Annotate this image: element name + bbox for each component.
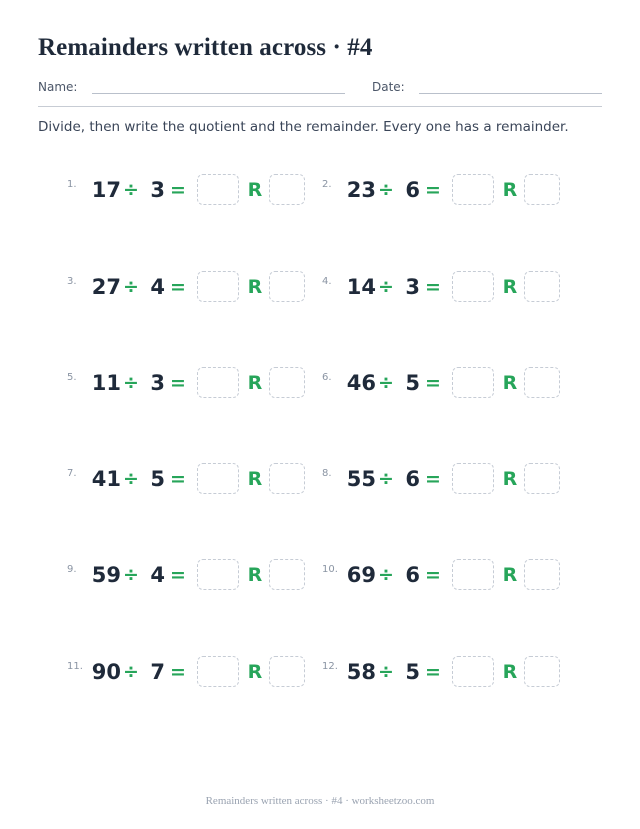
dividend: 14 (346, 275, 376, 299)
dividend: 90 (91, 660, 121, 684)
remainder-label: R (247, 276, 263, 298)
quotient-box[interactable] (452, 174, 494, 205)
dividend: 41 (91, 467, 121, 491)
divisor: 5 (405, 660, 420, 684)
quotient-box[interactable] (197, 174, 239, 205)
problem-number: 11. (67, 661, 83, 672)
quotient-box[interactable] (197, 559, 239, 590)
divide-sign: ÷ (378, 468, 394, 490)
date-label: Date: (372, 80, 405, 94)
quotient-box[interactable] (197, 656, 239, 687)
divide-sign: ÷ (378, 276, 394, 298)
remainder-label: R (502, 372, 518, 394)
dividend: 11 (91, 371, 121, 395)
remainder-box[interactable] (269, 463, 305, 494)
quotient-box[interactable] (197, 463, 239, 494)
problem-number: 4. (322, 276, 332, 287)
dividend: 58 (346, 660, 376, 684)
equals-sign: = (170, 468, 186, 490)
divide-sign: ÷ (378, 179, 394, 201)
divide-sign: ÷ (378, 564, 394, 586)
dividend: 55 (346, 467, 376, 491)
divide-sign: ÷ (123, 179, 139, 201)
divide-sign: ÷ (378, 372, 394, 394)
divisor: 3 (150, 178, 165, 202)
date-field-line[interactable] (419, 93, 602, 94)
remainder-box[interactable] (524, 559, 560, 590)
problem-number: 3. (67, 276, 77, 287)
remainder-label: R (247, 179, 263, 201)
divisor: 6 (405, 467, 420, 491)
problem-number: 6. (322, 372, 332, 383)
remainder-label: R (502, 468, 518, 490)
quotient-box[interactable] (452, 656, 494, 687)
problem-number: 2. (322, 179, 332, 190)
page-title: Remainders written across · #4 (38, 34, 373, 61)
equals-sign: = (425, 468, 441, 490)
divisor: 7 (150, 660, 165, 684)
remainder-label: R (247, 468, 263, 490)
divisor: 5 (405, 371, 420, 395)
equals-sign: = (170, 661, 186, 683)
equals-sign: = (170, 372, 186, 394)
problem-number: 1. (67, 179, 77, 190)
problem-number: 7. (67, 468, 77, 479)
remainder-box[interactable] (524, 463, 560, 494)
dividend: 69 (346, 563, 376, 587)
divide-sign: ÷ (123, 564, 139, 586)
remainder-box[interactable] (524, 174, 560, 205)
divisor: 3 (405, 275, 420, 299)
divisor: 6 (405, 563, 420, 587)
remainder-box[interactable] (524, 367, 560, 398)
dividend: 59 (91, 563, 121, 587)
quotient-box[interactable] (452, 463, 494, 494)
equals-sign: = (170, 564, 186, 586)
problem-number: 12. (322, 661, 338, 672)
equals-sign: = (170, 276, 186, 298)
divide-sign: ÷ (123, 372, 139, 394)
remainder-box[interactable] (524, 656, 560, 687)
divisor: 4 (150, 563, 165, 587)
divide-sign: ÷ (378, 661, 394, 683)
equals-sign: = (425, 564, 441, 586)
equals-sign: = (425, 661, 441, 683)
equals-sign: = (170, 179, 186, 201)
remainder-label: R (247, 661, 263, 683)
divisor: 5 (150, 467, 165, 491)
problem-number: 8. (322, 468, 332, 479)
divide-sign: ÷ (123, 661, 139, 683)
divisor: 4 (150, 275, 165, 299)
quotient-box[interactable] (452, 559, 494, 590)
remainder-label: R (502, 276, 518, 298)
quotient-box[interactable] (452, 367, 494, 398)
remainder-label: R (247, 372, 263, 394)
divisor: 6 (405, 178, 420, 202)
name-field-line[interactable] (92, 93, 345, 94)
remainder-box[interactable] (269, 559, 305, 590)
dividend: 23 (346, 178, 376, 202)
problem-number: 10. (322, 564, 338, 575)
divisor: 3 (150, 371, 165, 395)
remainder-label: R (247, 564, 263, 586)
divide-sign: ÷ (123, 468, 139, 490)
remainder-box[interactable] (269, 271, 305, 302)
equals-sign: = (425, 179, 441, 201)
remainder-label: R (502, 564, 518, 586)
footer: Remainders written across · #4 · worksheetzoo.com (205, 795, 435, 807)
quotient-box[interactable] (197, 367, 239, 398)
remainder-box[interactable] (524, 271, 560, 302)
equals-sign: = (425, 276, 441, 298)
remainder-box[interactable] (269, 367, 305, 398)
remainder-box[interactable] (269, 656, 305, 687)
name-label: Name: (38, 80, 78, 94)
problem-number: 9. (67, 564, 77, 575)
problem-number: 5. (67, 372, 77, 383)
remainder-box[interactable] (269, 174, 305, 205)
remainder-label: R (502, 179, 518, 201)
quotient-box[interactable] (197, 271, 239, 302)
dividend: 46 (346, 371, 376, 395)
divide-sign: ÷ (123, 276, 139, 298)
instructions: Divide, then write the quotient and the remainder. Every one has a remainder. (38, 119, 569, 135)
dividend: 17 (91, 178, 121, 202)
dividend: 27 (91, 275, 121, 299)
header-divider (38, 106, 602, 107)
quotient-box[interactable] (452, 271, 494, 302)
equals-sign: = (425, 372, 441, 394)
remainder-label: R (502, 661, 518, 683)
